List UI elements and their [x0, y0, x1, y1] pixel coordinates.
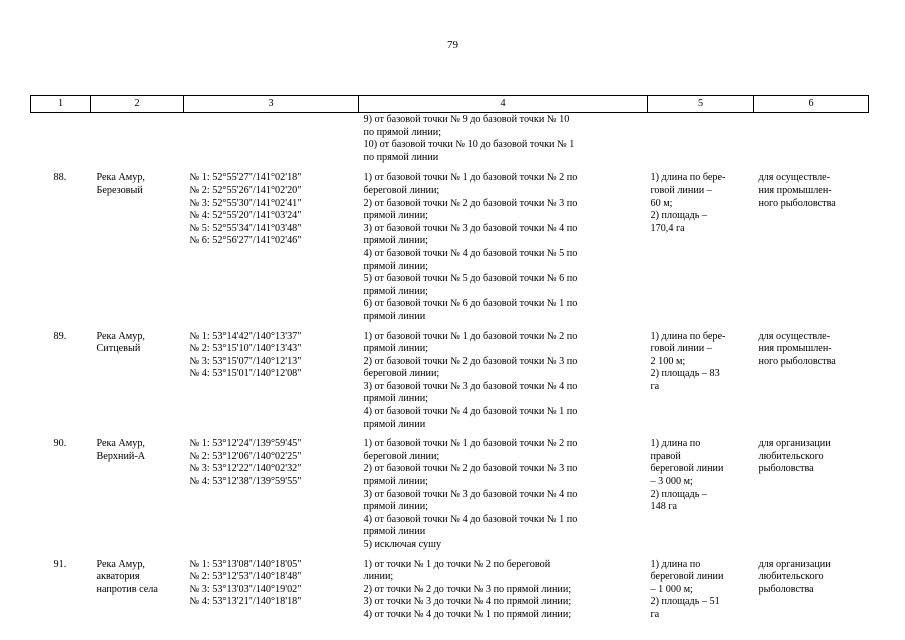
size-line: 148 га	[650, 501, 678, 513]
coord-line: № 4: 53°15'01"/140°12'08"	[189, 368, 302, 380]
coord-line: № 4: 52°55'20"/141°03'24"	[189, 210, 302, 222]
border-line: 3) от базовой точки № 3 до базовой точки № 4 по	[363, 222, 578, 234]
border-description	[359, 164, 648, 323]
fishing-areas-table	[30, 95, 869, 622]
size-line: 60 м;	[650, 197, 673, 209]
name-line: Река Амур,	[96, 172, 145, 184]
table-header-row	[31, 96, 869, 113]
size-line: 2 100 м;	[650, 355, 686, 367]
border-description	[359, 552, 648, 622]
coord-line: № 4: 53°13'21"/140°18'18"	[189, 596, 302, 608]
size-line: 2) площадь – 83	[650, 368, 720, 380]
border-line: береговой линии;	[363, 368, 440, 380]
purpose-line: для осуществле-	[758, 330, 831, 342]
area-size	[648, 164, 754, 323]
coord-line: № 2: 52°55'26"/141°02'20"	[189, 184, 302, 196]
border-line: береговой линии;	[363, 450, 440, 462]
name-line: акватория	[96, 571, 140, 583]
coord-line: № 4: 53°12'38"/139°59'55"	[189, 476, 302, 488]
size-line: 2) площадь –	[650, 488, 707, 500]
purpose-line: ного рыболовства	[758, 355, 836, 367]
border-line: прямой линии;	[363, 501, 428, 513]
border-line: 4) от точки № 4 до точки № 1 по прямой линии;	[363, 608, 572, 620]
border-line: линии;	[363, 571, 394, 583]
border-line: 2) от базовой точки № 2 до базовой точки № 3 по	[363, 463, 578, 475]
size-line: говой линии –	[650, 184, 712, 196]
name-line: Ситцевый	[96, 343, 141, 355]
border-line: 4) от базовой точки № 4 до базовой точки № 1 по	[363, 513, 578, 525]
purpose-line: рыболовства	[758, 583, 814, 595]
size-line: га	[650, 608, 660, 620]
border-line: 4) от базовой точки № 4 до базовой точки № 1 по	[363, 406, 578, 418]
coord-line: № 2: 53°12'06"/140°02'25"	[189, 450, 302, 462]
border-line: 2) от точки № 2 до точки № 3 по прямой линии;	[363, 583, 572, 595]
coord-line: № 2: 53°15'10"/140°13'43"	[189, 343, 302, 355]
table-row	[31, 431, 869, 551]
size-line: 2) площадь –	[650, 210, 707, 222]
border-line: 1) от базовой точки № 1 до базовой точки № 2 по	[363, 438, 578, 450]
border-line: 1) от базовой точки № 1 до базовой точки № 2 по	[363, 172, 578, 184]
border-line: 3) от базовой точки № 3 до базовой точки № 4 по	[363, 488, 578, 500]
border-line: прямой линии;	[363, 210, 428, 222]
coord-line: № 3: 53°12'22"/140°02'32"	[189, 463, 302, 475]
header-col-3: 3	[184, 96, 359, 113]
size-line: правой	[650, 450, 681, 462]
table-row	[31, 164, 869, 323]
purpose-line: ния промышлен-	[758, 184, 832, 196]
row-number: 89.	[53, 330, 67, 342]
border-line: прямой линии;	[363, 343, 428, 355]
header-col-6: 6	[754, 96, 869, 113]
size-line: 1) длина по	[650, 558, 701, 570]
area-name	[91, 164, 184, 323]
area-size	[648, 324, 754, 432]
border-line: прямой линии;	[363, 393, 428, 405]
size-line: 170,4 га	[650, 222, 685, 234]
border-line: прямой линии;	[363, 285, 428, 297]
purpose-line: ния промышлен-	[758, 343, 832, 355]
size-line: говой линии –	[650, 343, 712, 355]
table-row	[31, 552, 869, 622]
page-number: 79	[447, 39, 458, 51]
purpose-line: рыболовства	[758, 463, 814, 475]
purpose-line: любительского	[758, 450, 824, 462]
size-line: га	[650, 380, 660, 392]
border-line: прямой линии;	[363, 476, 428, 488]
coordinates	[184, 552, 359, 622]
header-col-4: 4	[359, 96, 648, 113]
border-line: 5) исключая сушу	[363, 539, 442, 550]
border-line: 1) от базовой точки № 1 до базовой точки № 2 по	[363, 330, 578, 342]
coord-line: № 3: 53°15'07"/140°12'13"	[189, 355, 302, 367]
header-col-2: 2	[91, 96, 184, 113]
border-line: прямой линии;	[363, 260, 428, 272]
header-col-1: 1	[31, 96, 91, 113]
border-line: 5) от базовой точки № 5 до базовой точки № 6 по	[363, 273, 578, 285]
coord-line: № 1: 53°14'42"/140°13'37"	[189, 330, 302, 342]
coord-line: № 1: 52°55'27"/141°02'18"	[189, 172, 302, 184]
purpose-line: любительского	[758, 571, 824, 583]
purpose-line: для организации	[758, 558, 831, 570]
coordinates	[184, 324, 359, 432]
purpose-line: для организации	[758, 438, 831, 450]
row-number: 90.	[53, 438, 67, 450]
border-line: 1) от точки № 1 до точки № 2 по береговой	[363, 558, 551, 570]
border-line: по прямой линии	[363, 151, 439, 163]
name-line: Верхний-А	[96, 450, 146, 462]
purpose-line: для осуществле-	[758, 172, 831, 184]
size-line: – 1 000 м;	[650, 583, 693, 595]
area-name	[91, 324, 184, 432]
name-line: Река Амур,	[96, 330, 145, 342]
size-line: 1) длина по бере-	[650, 172, 726, 184]
name-line: Березовый	[96, 184, 143, 196]
name-line: Река Амур,	[96, 558, 145, 570]
purpose-line: ного рыболовства	[758, 197, 836, 209]
size-line: 1) длина по бере-	[650, 330, 726, 342]
name-line: Река Амур,	[96, 438, 145, 450]
size-line: береговой линии	[650, 571, 724, 583]
size-line: береговой линии	[650, 463, 724, 475]
coord-line: № 1: 53°12'24"/139°59'45"	[189, 438, 302, 450]
size-line: – 3 000 м;	[650, 476, 693, 488]
purpose	[754, 164, 869, 323]
border-line: прямой линии;	[363, 235, 428, 247]
coord-line: № 2: 53°12'53"/140°18'48"	[189, 571, 302, 583]
coord-line: № 3: 52°55'30"/141°02'41"	[189, 197, 302, 209]
size-line: 2) площадь – 51	[650, 596, 720, 608]
purpose	[754, 431, 869, 551]
border-line: 9) от базовой точки № 9 до базовой точки № 10	[363, 114, 570, 125]
area-size	[648, 552, 754, 622]
coord-line: № 1: 53°13'08"/140°18'05"	[189, 558, 302, 570]
border-line: прямой линии	[363, 418, 426, 430]
border-line: 10) от базовой точки № 10 до базовой точки № 1	[363, 139, 575, 151]
row-number: 88.	[53, 172, 67, 184]
table-row	[31, 324, 869, 432]
border-description	[359, 431, 648, 551]
border-line: прямой линии	[363, 310, 426, 322]
coord-line: № 3: 53°13'03"/140°19'02"	[189, 583, 302, 595]
purpose	[754, 552, 869, 622]
border-line: 3) от базовой точки № 3 до базовой точки № 4 по	[363, 380, 578, 392]
border-line: по прямой линии;	[363, 126, 442, 138]
area-size	[648, 431, 754, 551]
size-line: 1) длина по	[650, 438, 701, 450]
border-line: прямой линии	[363, 526, 426, 538]
coordinates	[184, 164, 359, 323]
name-line: напротив села	[96, 583, 158, 595]
area-name	[91, 552, 184, 622]
coord-line: № 6: 52°56'27"/141°02'46"	[189, 235, 302, 247]
border-line: 6) от базовой точки № 6 до базовой точки № 1 по	[363, 298, 578, 310]
border-line: 4) от базовой точки № 4 до базовой точки № 5 по	[363, 247, 578, 259]
border-line: 2) от базовой точки № 2 до базовой точки № 3 по	[363, 197, 578, 209]
purpose	[754, 324, 869, 432]
row-number: 91.	[53, 558, 67, 570]
coordinates	[184, 431, 359, 551]
border-description	[359, 324, 648, 432]
border-line: 2) от базовой точки № 2 до базовой точки № 3 по	[363, 355, 578, 367]
coord-line: № 5: 52°55'34"/141°03'48"	[189, 222, 302, 234]
border-line: 3) от точки № 3 до точки № 4 по прямой линии;	[363, 596, 572, 608]
continuation-borders	[359, 113, 648, 165]
continuation-row	[31, 113, 869, 165]
header-col-5: 5	[648, 96, 754, 113]
area-name	[91, 431, 184, 551]
border-line: береговой линии;	[363, 184, 440, 196]
